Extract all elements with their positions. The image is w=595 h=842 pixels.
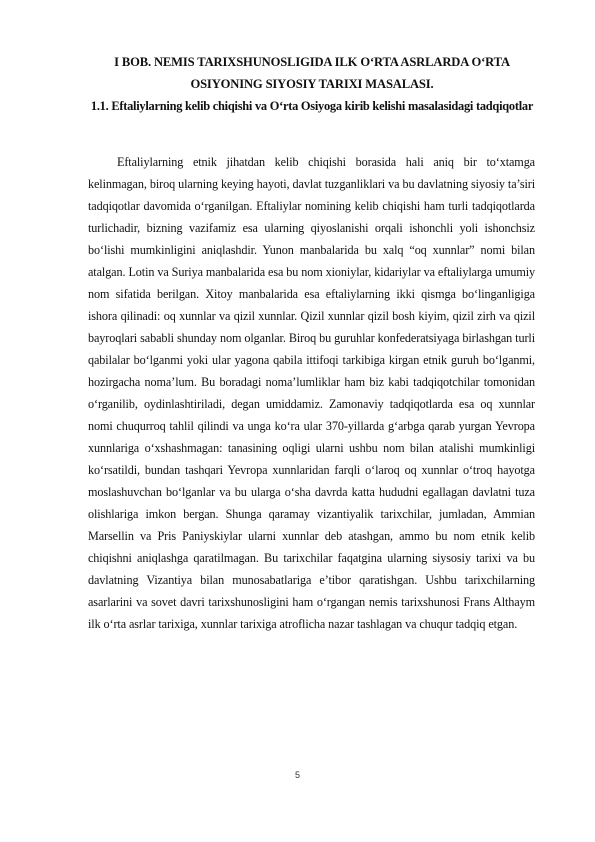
section-title: 1.1. Eftaliylarning kelib chiqishi va O‘rta Osiyoga kirib kelishi masalasidagi tadqiqotlar [90,99,534,113]
body-paragraph: Eftaliylarning etnik jihatdan kelib chiqishi borasida hali aniq bir to‘xtamga kelinmagan, biroq ularning keying hayoti, davlat tuzganliklari va bu davlatning siyosiy ta’siri tadqiqotlar davomida o‘rganilgan. Eftaliylar nomining kelib chiqishi ham turli tadqiqotlarda turlichadir, bizning vazifamiz esa ularning qiyoslanishi orqali ishonchli yoli ishonchsiz bo‘lishi mumkinligini aniqlashdir. Yunon manbalarida bu xalq “oq xunnlar” nomi bilan atalgan. Lotin va Suriya manbalarida esa bu nom xioniylar, kidariylar va eftaliylarga umumiy nom sifatida berilgan. Xitoy manbalarida esa eftaliylarning ikki qismga bo‘linganligiga ishora qilinadi: oq xunnlar va qizil xunnlar. Qizil xunnlar qizil bosh kiyim, qizil zirh va qizil bayroqlari sababli shunday nom olganlar. Biroq bu guruhlar konfederatsiyaga birlashgan turli qabilalar bo‘lganmi yoki ular yagona qabila ittifoqi tarkibiga kirgan etnik guruh bo‘lganmi, hozirgacha noma’lum. Bu boradagi noma’lumliklar ham biz kabi tadqiqotchilar tomonidan o‘rganilib, oydinlashtiriladi, degan umiddamiz. Zamonaviy tadqiqotlarda esa oq xunnlar nomi chuqurroq tahlil qilindi va unga ko‘ra ular 370-yillarda g‘arbga qarab yurgan Yevropa xunnlariga o‘xshashmagan: tanasining oqligi ularni ushbu nom bilan atalishi mumkinligi ko‘rsatildi, bundan tashqari Yevropa xunnlaridan farqli o‘laroq oq xunnlar o‘troq hayotga moslashuvchan bo‘lganlar va bu ularga o‘sha davrda katta hududni egallagan davlatni tuza olishlariga imkon bergan. Shunga qaramay vizantiyalik tarixchilar, jumladan, Ammian Marsellin va Pris Paniyskiylar ularni xunnlar deb atashgan, ammo bu nom etnik kelib chiqishni aniqlashga qaratilmagan. Bu tarixchilar faqatgina ularning siysosiy tarixi va bu davlatning Vizantiya bilan munosabatlariga e’tibor qaratishgan. Ushbu tarixchilarning asarlarini va sovet davri tarixshunosligini ham o‘rgangan nemis tarixshunosi Frans Althaym ilk o‘rta asrlar tarixiga, xunnlar tarixiga atroflicha nazar tashlagan va chuqur tadqiq etgan. [88,154,535,631]
page-number: 5 [294,770,300,780]
chapter-title: I BOB. NEMIS TARIXSHUNOSLIGIDA ILK O‘RTA ASRLARDA O‘RTA OSIYONING SIYOSIY TARIXI MASALASI. [114,55,510,91]
